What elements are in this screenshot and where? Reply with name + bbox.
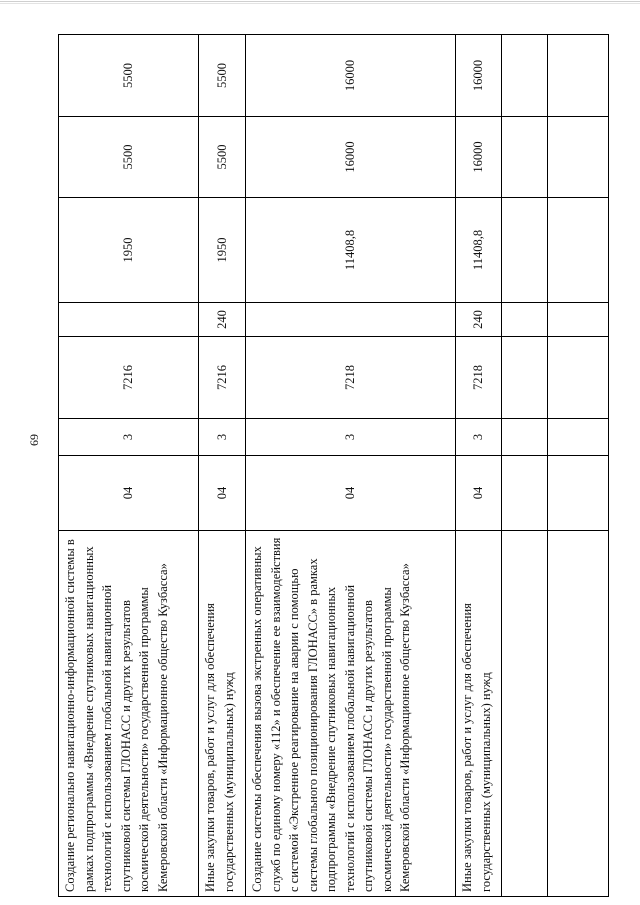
scan-top-rule-faint	[0, 3, 640, 4]
amount-year-2: 5500	[59, 117, 199, 198]
subsection-code: 3	[199, 419, 246, 456]
amount-year-1: 11408,8	[246, 198, 456, 303]
amount-year-3	[548, 35, 609, 117]
section-code: 04	[456, 456, 502, 531]
row-description: Иные закупки товаров, работ и услуг для обеспечения государственных (муниципальных) нужд	[199, 531, 246, 897]
budget-table	[58, 34, 609, 897]
subsection-code: 3	[456, 419, 502, 456]
target-article-code: 7216	[59, 337, 199, 419]
amount-year-2: 16000	[456, 117, 502, 198]
page-number: 69	[27, 434, 41, 446]
row-description	[502, 531, 548, 897]
section-code: 04	[246, 456, 456, 531]
scan-top-rule	[0, 1, 640, 2]
row-description: Создание регионально навигационно-информационной системы в рамках подпрограммы «Внедрение спутниковых навигационных технологий с использованием глобальной навигационной спутниковой системы ГЛОНАСС и других результатов космической деятельности» государственной программы Кемеровской области «Информационное общество Кузбасса»	[59, 531, 199, 897]
target-article-code: 7218	[246, 337, 456, 419]
section-code: 04	[199, 456, 246, 531]
subsection-code: 3	[246, 419, 456, 456]
section-code: 04	[59, 456, 199, 531]
amount-year-2	[502, 117, 548, 198]
target-article-code	[548, 337, 609, 419]
expense-kind-code	[548, 303, 609, 337]
amount-year-2	[548, 117, 609, 198]
amount-year-3: 16000	[456, 35, 502, 117]
subsection-code	[502, 419, 548, 456]
budget-table-rotated	[58, 35, 608, 897]
expense-kind-code	[246, 303, 456, 337]
expense-kind-code: 240	[199, 303, 246, 337]
amount-year-2: 16000	[246, 117, 456, 198]
subsection-code: 3	[59, 419, 199, 456]
table-row	[246, 35, 456, 897]
expense-kind-code	[502, 303, 548, 337]
section-code	[548, 456, 609, 531]
table-row	[456, 35, 502, 897]
target-article-code	[502, 337, 548, 419]
row-description	[548, 531, 609, 897]
amount-year-1	[502, 198, 548, 303]
row-description: Создание системы обеспечения вызова экстренных оперативных служб по единому номеру «112» и обеспечение ее взаимодействия с системой «Экстренное реагирование на аварии с помощью системы глобального позиционирования ГЛОНАСС» в рамках подпрограммы «Внедрение спутниковых навигационных технологий с использованием глобальной навигационной спутниковой системы ГЛОНАСС и других результатов космической деятельности» государственной программы Кемеровской области «Информационное общество Кузбасса»	[246, 531, 456, 897]
table-row	[199, 35, 246, 897]
amount-year-1: 1950	[199, 198, 246, 303]
row-description: Иные закупки товаров, работ и услуг для обеспечения государственных (муниципальных) нужд	[456, 531, 502, 897]
target-article-code: 7218	[456, 337, 502, 419]
table-row	[59, 35, 199, 897]
expense-kind-code	[59, 303, 199, 337]
amount-year-1: 11408,8	[456, 198, 502, 303]
amount-year-3: 5500	[59, 35, 199, 117]
amount-year-3: 16000	[246, 35, 456, 117]
table-row	[548, 35, 609, 897]
amount-year-3	[502, 35, 548, 117]
amount-year-1	[548, 198, 609, 303]
target-article-code: 7216	[199, 337, 246, 419]
subsection-code	[548, 419, 609, 456]
amount-year-1: 1950	[59, 198, 199, 303]
section-code	[502, 456, 548, 531]
amount-year-3: 5500	[199, 35, 246, 117]
expense-kind-code: 240	[456, 303, 502, 337]
table-row	[502, 35, 548, 897]
amount-year-2: 5500	[199, 117, 246, 198]
